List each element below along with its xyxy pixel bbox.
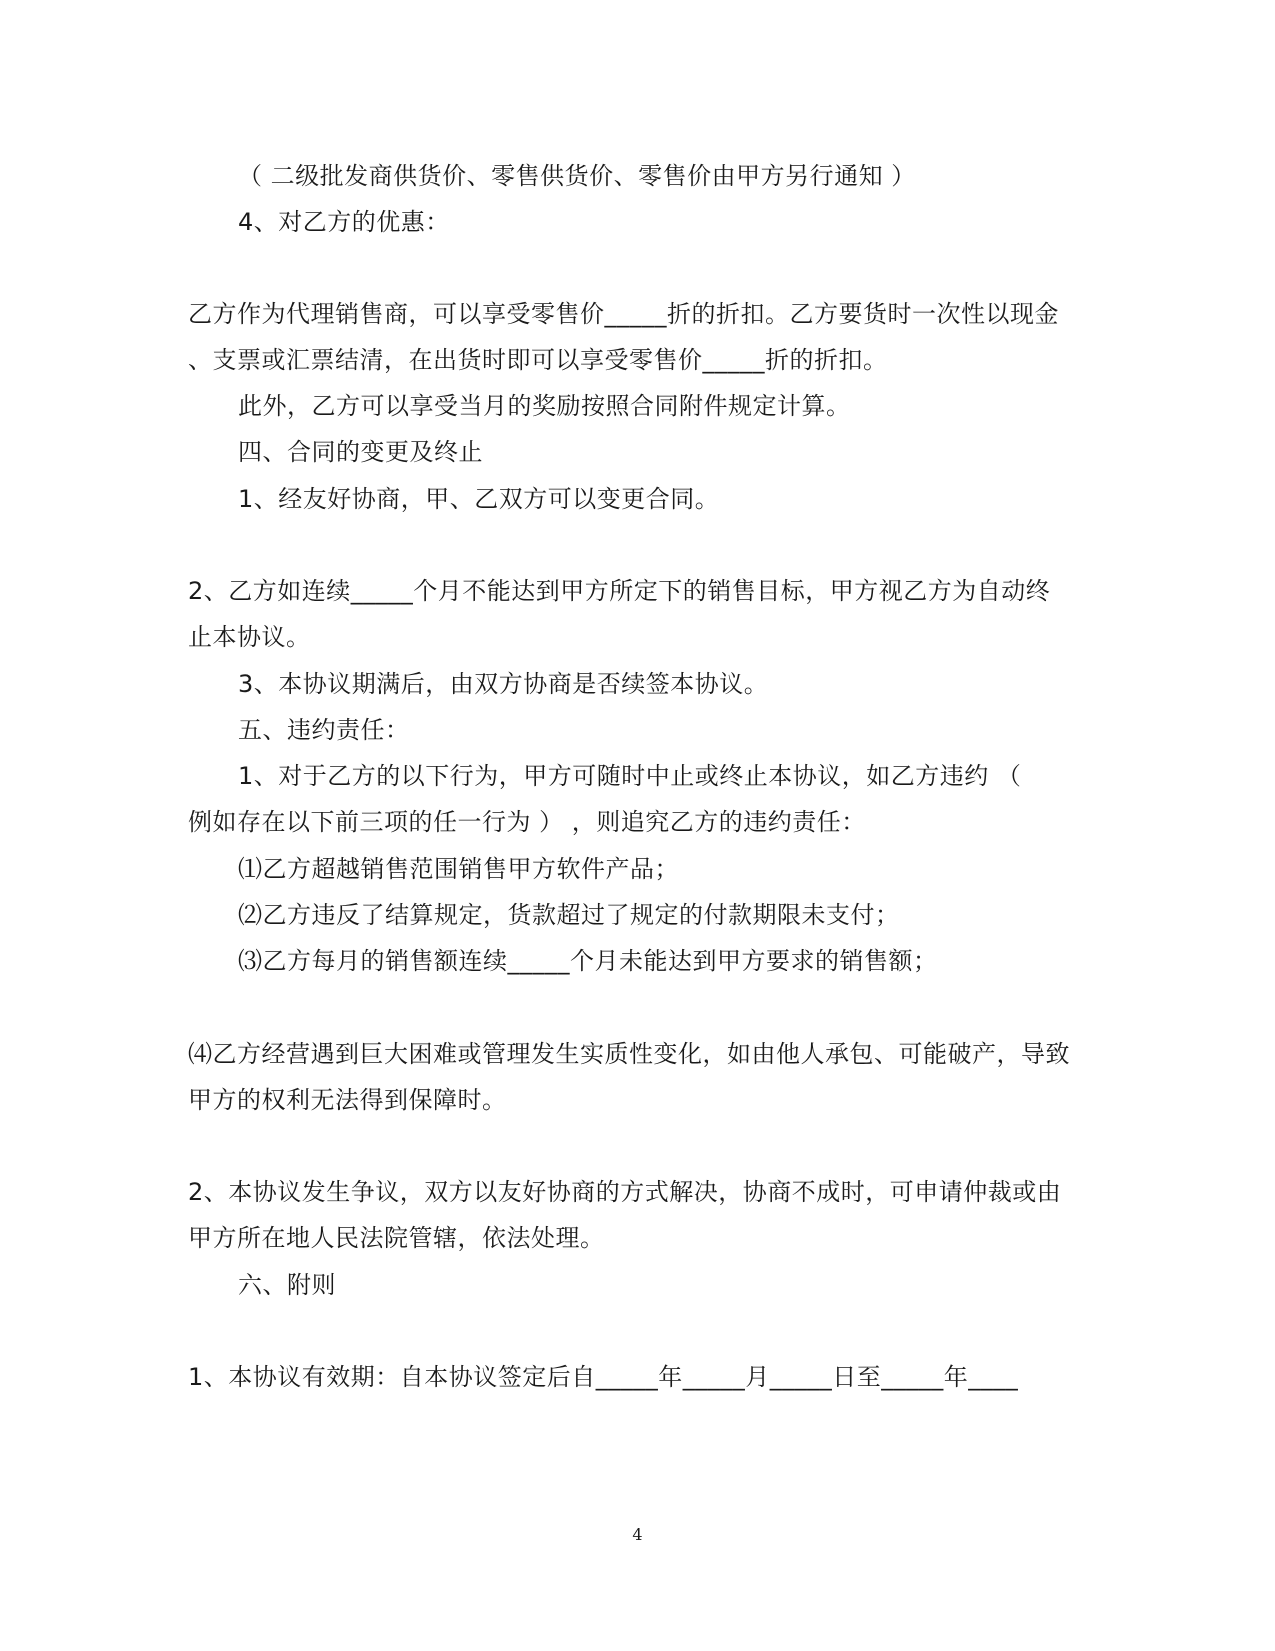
section-heading-supplementary: 六、附则 [238,1271,336,1299]
list-item: ⑶乙方每月的销售额连续_____个月未能达到甲方要求的销售额； [238,947,938,975]
section-heading-change-termination: 四、合同的变更及终止 [238,438,483,466]
paragraph-line: 1、本协议有效期：自本协议签定后自_____年_____月_____日至_____年____ [188,1363,1019,1391]
price-notice-line: （ 二级批发商供货价、零售供货价、零售价由甲方另行通知 ） [238,162,916,190]
paragraph-line: 例如存在以下前三项的任一行为 ） ，则追究乙方的违约责任： [188,808,866,836]
paragraph-line: 此外，乙方可以享受当月的奖励按照合同附件规定计算。 [238,392,851,420]
paragraph-line: 2、乙方如连续_____个月不能达到甲方所定下的销售目标，甲方视乙方为自动终 [188,577,1051,605]
paragraph-line: 、支票或汇票结清，在出货时即可以享受零售价_____折的折扣。 [188,346,888,374]
page-number: 4 [632,1525,643,1544]
paragraph-line: 乙方作为代理销售商，可以享受零售价_____折的折扣。乙方要货时一次性以现金 [188,300,1059,328]
paragraph-line: 甲方的权利无法得到保障时。 [188,1086,507,1114]
list-item: ⑷乙方经营遇到巨大困难或管理发生实质性变化，如由他人承包、可能破产，导致 [188,1040,1070,1068]
list-item: ⑴乙方超越销售范围销售甲方软件产品； [238,855,679,883]
paragraph-line: 甲方所在地人民法院管辖，依法处理。 [188,1224,605,1252]
paragraph-line: 1、经友好协商，甲、乙双方可以变更合同。 [238,485,720,513]
paragraph-line: 1、对于乙方的以下行为，甲方可随时中止或终止本协议，如乙方违约 （ [238,762,1022,790]
section-heading-liability: 五、违约责任： [238,716,410,744]
list-item: ⑵乙方违反了结算规定，货款超过了规定的付款期限未支付； [238,901,900,929]
paragraph-line: 3、本协议期满后，由双方协商是否续签本协议。 [238,670,769,698]
paragraph-line: 2、本协议发生争议，双方以友好协商的方式解决，协商不成时，可申请仲裁或由 [188,1178,1062,1206]
paragraph-line: 止本协议。 [188,623,311,651]
section-heading-discount: 4、对乙方的优惠： [238,208,450,236]
